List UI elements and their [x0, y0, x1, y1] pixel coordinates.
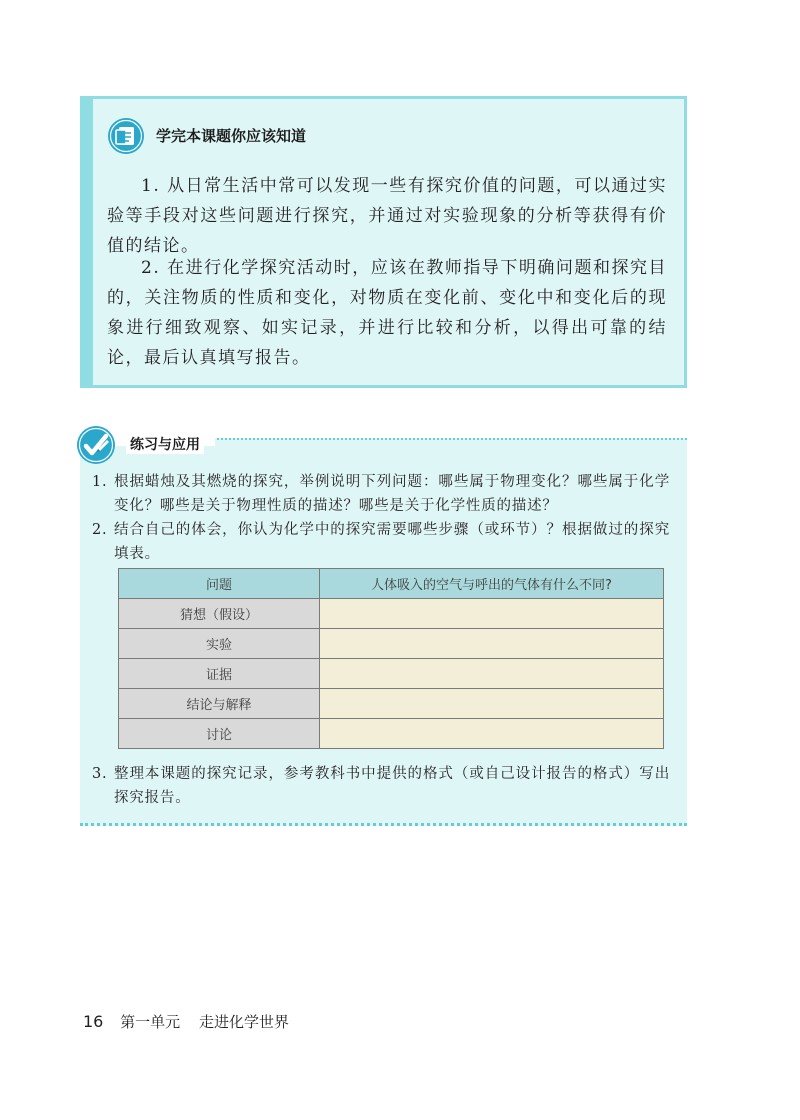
question-number: 3. [92, 766, 108, 782]
table-header-topic: 人体吸入的空气与呼出的气体有什么不同? [320, 569, 664, 599]
table-row-label: 实验 [119, 629, 320, 659]
unit-label: 第一单元 [120, 1013, 181, 1031]
table-row-label: 证据 [119, 659, 320, 689]
question-text: 根据蜡烛及其燃烧的探究，举例说明下列问题：哪些属于物理变化？哪些属于化学变化？哪些是关于物理性质的描述？哪些是关于化学性质的描述？ [114, 474, 670, 514]
table-row [119, 689, 664, 719]
table-answer-cell[interactable] [320, 629, 664, 659]
question-2 [92, 518, 670, 566]
table-answer-cell[interactable] [320, 599, 664, 629]
exercise-title: 练习与应用 [126, 434, 204, 454]
question-3 [92, 762, 670, 810]
question-text: 结合自己的体会，你认为化学中的探究需要哪些步骤（或环节）？根据做过的探究填表。 [114, 522, 670, 562]
document-icon [107, 117, 145, 155]
knowledge-point-1: 1. 从日常生活中常可以发现一些有探究价值的问题，可以通过实验等手段对这些问题进行探究，并通过对实验现象的分析等获得有价值的结论。 [107, 176, 667, 256]
question-1 [92, 470, 670, 518]
table-row [119, 599, 664, 629]
knowledge-summary-title: 学完本课题你应该知道 [156, 127, 307, 145]
page-number: 16 [83, 1012, 104, 1031]
table-row [119, 719, 664, 749]
table-row-label: 讨论 [119, 719, 320, 749]
pencil-check-icon [76, 425, 116, 465]
table-row [119, 659, 664, 689]
table-row-label: 猜想（假设） [119, 599, 320, 629]
table-header-row [119, 569, 664, 599]
table-row [119, 629, 664, 659]
table-answer-cell[interactable] [320, 689, 664, 719]
unit-title: 走进化学世界 [198, 1013, 289, 1031]
inquiry-table [118, 568, 664, 749]
table-row-label: 结论与解释 [119, 689, 320, 719]
question-number: 2. [92, 522, 108, 538]
table-answer-cell[interactable] [320, 659, 664, 689]
knowledge-point-2: 2. 在进行化学探究活动时，应该在教师指导下明确问题和探究目的，关注物质的性质和变化，对物质在变化前、变化中和变化后的现象进行细致观察、如实记录，并进行比较和分析，以得出可靠的结论，最后认真填写报告。 [107, 258, 667, 368]
table-header-question: 问题 [119, 569, 320, 599]
table-answer-cell[interactable] [320, 719, 664, 749]
question-text: 整理本课题的探究记录，参考教科书中提供的格式（或自己设计报告的格式）写出探究报告。 [114, 766, 670, 806]
page-footer [83, 1011, 289, 1032]
question-number: 1. [92, 474, 108, 490]
